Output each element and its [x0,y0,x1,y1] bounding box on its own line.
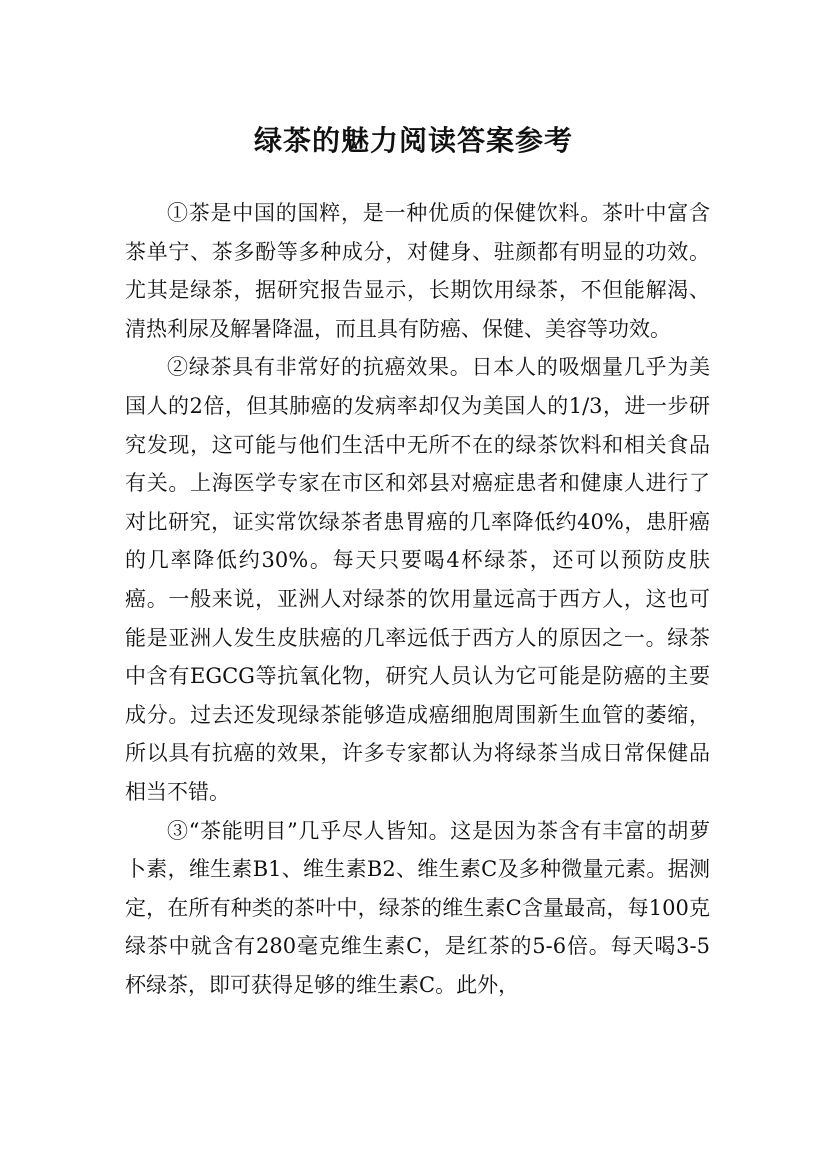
paragraph-2: ②绿茶具有非常好的抗癌效果。日本人的吸烟量几乎为美国人的2倍，但其肺癌的发病率却仅为美国人的1/3，进一步研究发现，这可能与他们生活中无所不在的绿茶饮料和相关食品有关。上海医学专家在市区和郊县对癌症患者和健康人进行了对比研究，证实常饮绿茶者患胃癌的几率降低约40%，患肝癌的几率降低约30%。每天只要喝4杯绿茶，还可以预防皮肤癌。一般来说，亚洲人对绿茶的饮用量远高于西方人，这也可能是亚洲人发生皮肤癌的几率远低于西方人的原因之一。绿茶中含有EGCG等抗氧化物，研究人员认为它可能是防癌的主要成分。过去还发现绿茶能够造成癌细胞周围新生血管的萎缩，所以具有抗癌的效果，许多专家都认为将绿茶当成日常保健品相当不错。 [125,355,710,804]
document-body [125,194,710,1004]
paragraph-1: ①茶是中国的国粹，是一种优质的保健饮料。茶叶中富含茶单宁、茶多酚等多种成分，对健身、驻颜都有明显的功效。尤其是绿茶，据研究报告显示，长期饮用绿茶，不但能解渴、清热利尿及解暑降温，而且具有防癌、保健、美容等功效。 [125,201,710,341]
paragraph-3: ③“茶能明目”几乎尽人皆知。这是因为茶含有丰富的胡萝卜素，维生素B1、维生素B2、维生素C及多种微量元素。据测定，在所有种类的茶叶中，绿茶的维生素C含量最高，每100克绿茶中就含有280毫克维生素C，是红茶的5-6倍。每天喝3-5杯绿茶，即可获得足够的维生素C。此外， [125,818,710,997]
document-title: 绿茶的魅力阅读答案参考 [253,123,573,157]
